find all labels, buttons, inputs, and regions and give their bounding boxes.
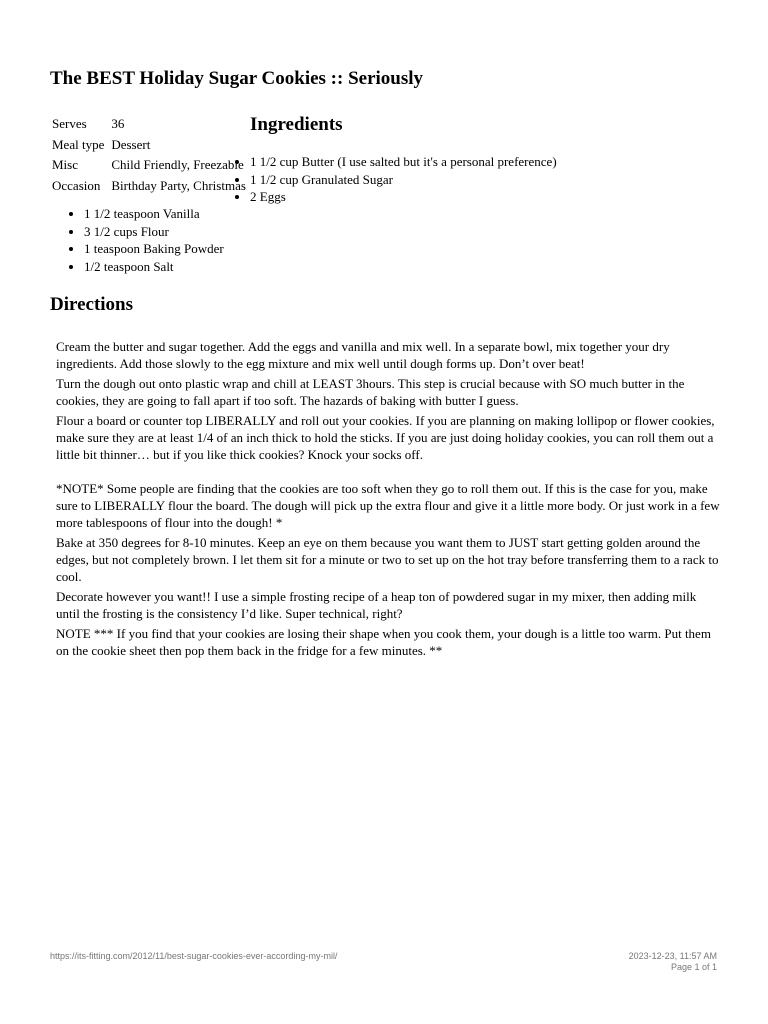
direction-step: Bake at 350 degrees for 8-10 minutes. Keep an eye on them because you want them to JUST start getting golden around the edges, but not completely brown. I let them sit for a minute or two to set up on the hot tray before transferring them to a rack to cool. — [56, 535, 719, 584]
recipe-meta-table — [50, 114, 248, 196]
footer-datetime: 2023-12-23, 11:57 AM — [628, 951, 717, 961]
direction-step: Turn the dough out onto plastic wrap and chill at LEAST 3hours. This step is crucial because with SO much butter in the cookies, they are going to fall apart if too soft. The hazards of baking with butter I guess. — [56, 376, 685, 408]
meta-value: Birthday Party, Christmas — [111, 177, 246, 193]
meta-label: Meal type — [52, 136, 105, 152]
ingredient-item: • 3 1/2 cups Flour — [84, 223, 224, 241]
direction-note: *NOTE* Some people are finding that the cookies are too soft when they go to roll them out. If this is the case for you, make sure to LIBERALLY flour the board. The dough will pick up the extra flour and give it a little more body. Or just work in a few more tablespoons of flour into the dough! * — [56, 481, 720, 530]
ingredient-item: • 1 1/2 cup Granulated Sugar — [250, 171, 557, 189]
ingredient-item: • 1/2 teaspoon Salt — [84, 258, 224, 276]
ingredients-list-continued — [66, 205, 224, 275]
meta-label: Misc — [52, 157, 78, 173]
footer-page-number: Page 1 of 1 — [670, 962, 717, 972]
meta-row-misc — [50, 155, 248, 176]
meta-label: Occasion — [52, 177, 101, 193]
direction-note: NOTE *** If you find that your cookies are losing their shape when you cook them, your dough is a little too warm. Put them on the cookie sheet then pop them back in the fridge for a few minutes. ** — [56, 626, 711, 658]
meta-label: Serves — [52, 116, 87, 132]
meta-row-serves — [50, 114, 248, 135]
ingredient-item: • 1 1/2 cup Butter (I use salted but it's a personal preference) — [250, 153, 557, 171]
meta-value: 36 — [111, 116, 125, 132]
direction-step: Decorate however you want!! I use a simple frosting recipe of a heap ton of powdered sugar in my mixer, then adding milk until the frosting is the consistency I’d like. Super technical, right? — [56, 589, 697, 621]
page-title: The BEST Holiday Sugar Cookies :: Seriously — [50, 68, 424, 89]
ingredient-item: • 2 Eggs — [250, 188, 557, 206]
direction-step: Cream the butter and sugar together. Add the eggs and vanilla and mix well. In a separate bowl, mix together your dry ingredients. Add those slowly to the egg mixture and mix well until dough forms up. Don’t over beat! — [56, 339, 670, 371]
ingredients-list — [232, 153, 557, 206]
meta-value: Child Friendly, Freezable — [111, 157, 244, 173]
ingredient-item: • 1 teaspoon Baking Powder — [84, 240, 224, 258]
directions-body — [56, 338, 721, 662]
directions-heading: Directions — [50, 294, 134, 315]
meta-row-meal-type — [50, 135, 248, 156]
footer-source-url: https://its-fitting.com/2012/11/best-sugar-cookies-ever-according-my-mil/ — [50, 951, 338, 961]
footer-print-info — [629, 951, 717, 973]
meta-value: Dessert — [111, 136, 151, 152]
meta-row-occasion — [50, 176, 248, 197]
ingredient-item: • 1 1/2 teaspoon Vanilla — [84, 205, 224, 223]
ingredients-heading: Ingredients — [250, 114, 343, 135]
direction-step: Flour a board or counter top LIBERALLY and roll out your cookies. If you are planning on making lollipop or flower cookies, make sure they are at least 1/4 of an inch thick to hold the sticks. If you are just doing holiday cookies, you can roll them out a little bit thinner… but if you like thick cookies? Knock your socks off. — [56, 413, 715, 462]
